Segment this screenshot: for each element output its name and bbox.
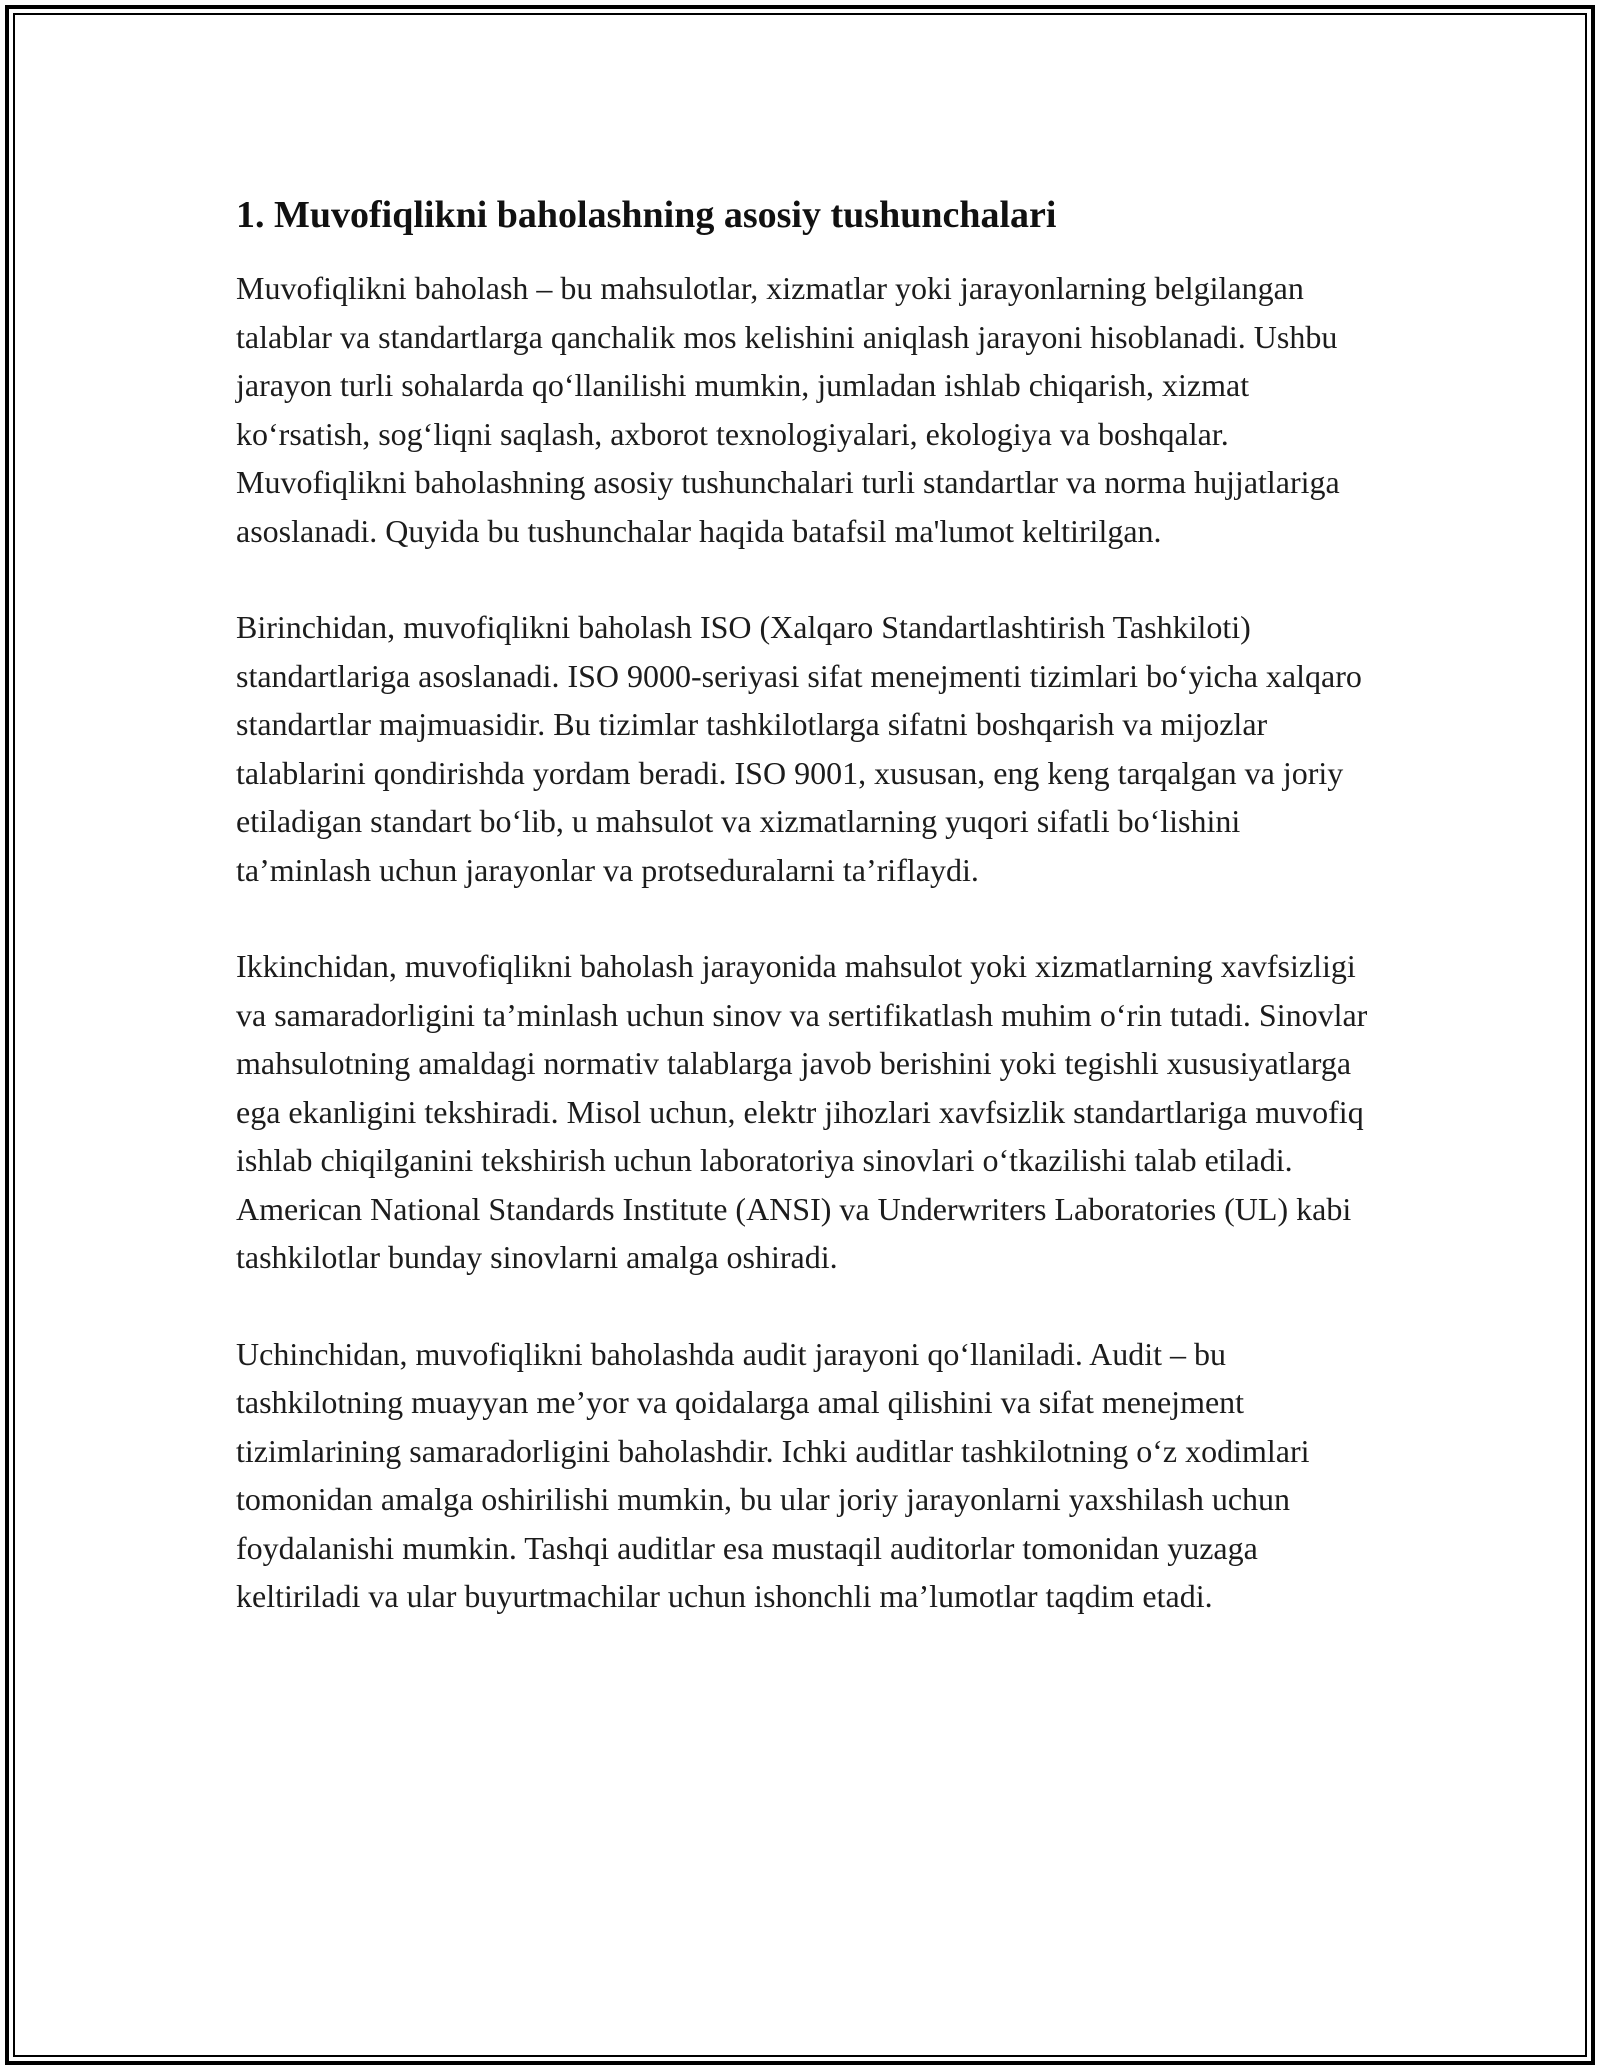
paragraph-third: Uchinchidan, muvofiqlikni baholashda audit jarayoni qoʻllaniladi. Audit – bu tashkilotning muayyan meʼyor va qoidalarga amal qilishini va sifat menejment tizimlarining samaradorligini baholashdir. Ichki auditlar tashkilotning oʻz xodimlari tomonidan amalga oshirilishi mumkin, bu ular joriy jarayonlarni yaxshilash uchun foydalanishi mumkin. Tashqi auditlar esa mustaqil auditorlar tomonidan yuzaga keltiriladi va ular buyurtmachilar uchun ishonchli maʼlumotlar taqdim etadi.: [236, 1335, 1310, 1614]
paragraph-second: Ikkinchidan, muvofiqlikni baholash jarayonida mahsulot yoki xizmatlarning xavfsizligi va samaradorligini taʼminlash uchun sinov va sertifikatlash muhim oʻrin tutadi. Sinovlar mahsulotning amaldagi normativ talablarga javob berishini yoki tegishli xususiyatlarga ega ekanligini tekshiradi. Misol uchun, elektr jihozlari xavfsizlik standartlariga muvofiq ishlab chiqilganini tekshirish uchun laboratoriya sinovlari oʻtkazilishi talab etiladi. American National Standards Institute (ANSI) va Underwriters Laboratories (UL) kabi tashkilotlar bunday sinovlarni amalga oshiradi.: [236, 948, 1368, 1275]
document-title: 1. Muvofiqlikni baholashning asosiy tushunchalari: [236, 194, 1057, 236]
paragraph-first: Birinchidan, muvofiqlikni baholash ISO (Xalqaro Standartlashtirish Tashkiloti) standartlariga asoslanadi. ISO 9000-seriyasi sifat menejmenti tizimlari boʻyicha xalqaro standartlar majmuasidir. Bu tizimlar tashkilotlarga sifatni boshqarish va mijozlar talablarini qondirishda yordam beradi. ISO 9001, xususan, eng keng tarqalgan va joriy etiladigan standart boʻlib, u mahsulot va xizmatlarning yuqori sifatli boʻlishini taʼminlash uchun jarayonlar va protseduralarni taʼriflaydi.: [236, 609, 1362, 888]
paragraph-intro: Muvofiqlikni baholash – bu mahsulotlar, xizmatlar yoki jarayonlarning belgilangan talablar va standartlarga qanchalik mos kelishini aniqlash jarayoni hisoblanadi. Ushbu jarayon turli sohalarda qoʻllanilishi mumkin, jumladan ishlab chiqarish, xizmat koʻrsatish, sogʻliqni saqlash, axborot texnologiyalari, ekologiya va boshqalar. Muvofiqlikni baholashning asosiy tushunchalari turli standartlar va norma hujjatlariga asoslanadi. Quyida bu tushunchalar haqida batafsil ma'lumot keltirilgan.: [236, 270, 1340, 549]
document-body: [236, 188, 1376, 1669]
